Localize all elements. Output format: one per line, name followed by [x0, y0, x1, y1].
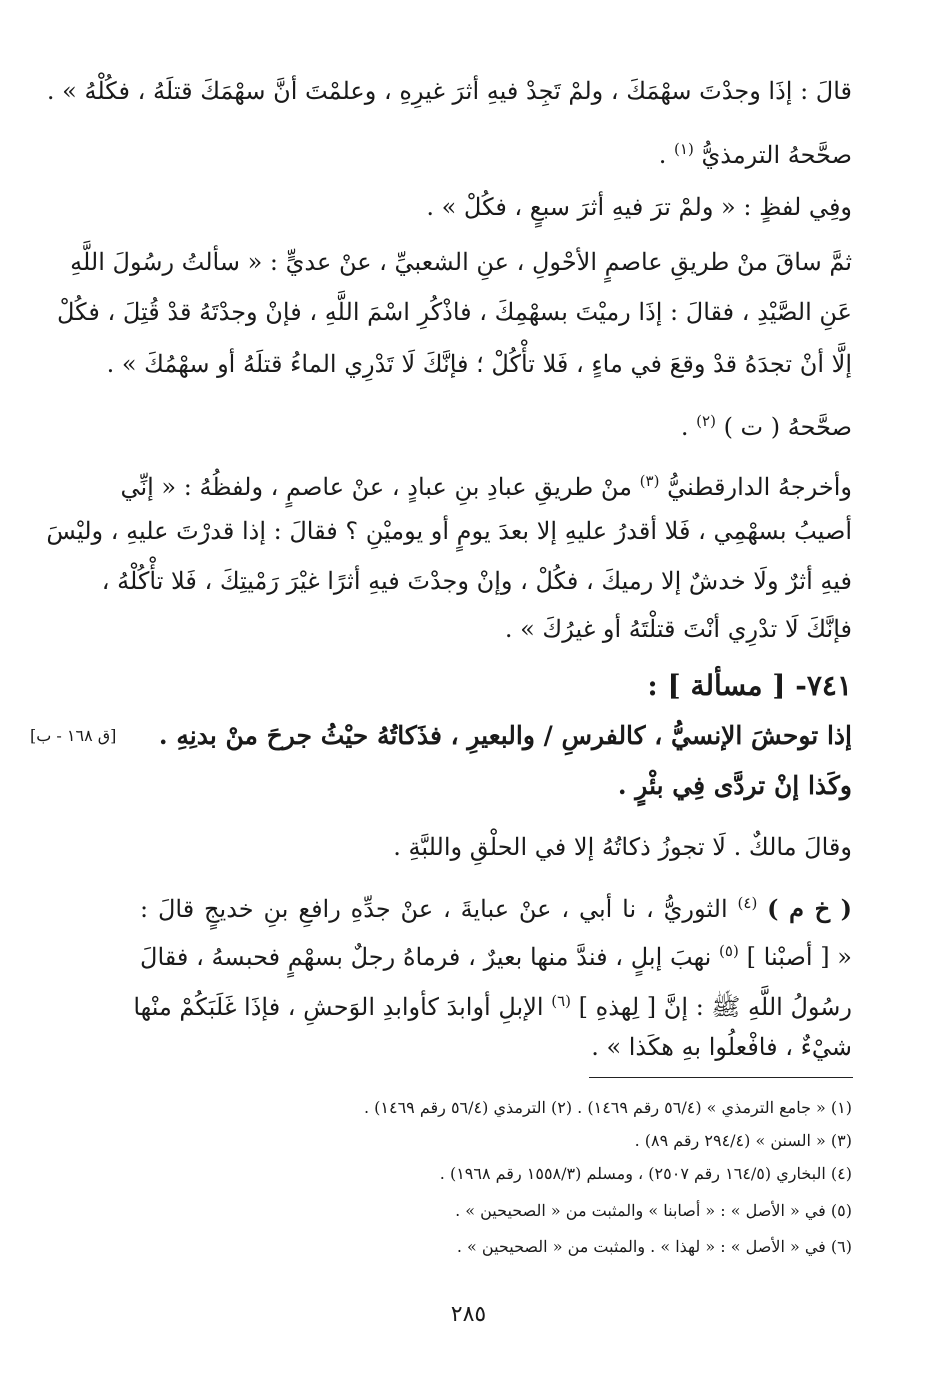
footnote-ref-2: (٢)	[696, 412, 716, 430]
text-line-9: أصيبُ بسهْمِي ، فَلا أقدرُ عليهِ إلا بعدَ يومٍ أو يوميْنِ ؟ فقالَ : إذا قدرْتَ عليهِ ، وليْسَ	[46, 517, 852, 545]
line-text: رسُولُ اللَّهِ ﷺ : إنَّ [ لِهذهِ ]	[578, 993, 852, 1021]
line-text: الثوريُّ ، نا أبي ، عنْ عبايةَ ، عنْ جدِّهِ رافعِ بنِ خديجٍ قالَ :	[140, 895, 728, 923]
footnote-5: (٥) في « الأصل » : « أصابنا » والمثبت من « الصحيحين » .	[455, 1201, 852, 1220]
text-line-6: إلَّا أنْ تجدَهُ قدْ وقعَ في ماءٍ ، فَلا تأْكُلْ ؛ فإنَّكَ لَا تَدْرِي الماءُ قتلَهُ أو سهْمُكَ » .	[106, 350, 852, 378]
text-line-8	[120, 464, 852, 504]
text-line-3: وفِي لفظٍ : « ولمْ ترَ فيهِ أثرَ سبعٍ ، فكُلْ » .	[426, 193, 852, 221]
hadith-line-4: شيْءٌ ، فافْعلُوا بهِ هكَذا » .	[591, 1033, 852, 1061]
text-line-2	[659, 132, 852, 172]
footnote-ref-6: (٦)	[551, 992, 571, 1010]
text-line-10: فيهِ أثرٌ ولَا خدشٌ إلا رميكَ ، فكُلْ ، وإنْ وجدْتَ فيهِ أثرًا غيْرَ رَمْيتِكَ ، فَلا تأْكُلْهُ ،	[101, 567, 852, 595]
line-text: نهبَ إبلٍ ، فندَّ منها بعيرٌ ، فرماهُ رجلٌ بسهْمٍ فحبسهُ ، فقالَ	[140, 943, 712, 971]
text-line-1: قالَ : إذَا وجدْتَ سهْمَكَ ، ولمْ تَجِدْ فيهِ أثرَ غيرِهِ ، وعلمْتَ أنَّ سهْمَكَ قتلَهُ ، فكُلْهُ » .	[46, 77, 852, 105]
text-line-5: عَنِ الصَّيْدِ ، فقالَ : إذَا رميْتَ بسهْمِكَ ، فاذْكُرِ اسْمَ اللَّهِ ، فإنْ وجدْتَهُ قدْ قُتِلَ ، فكُلْ	[56, 298, 852, 326]
text-line-7	[681, 404, 852, 444]
line-text: وأخرجهُ الدارقطنيُّ	[667, 473, 852, 501]
line-end-dot: .	[680, 413, 689, 441]
source-code: ( خ م )	[767, 894, 853, 923]
manuscript-marker: [ق ١٦٨ - ب]	[30, 726, 117, 745]
text-line-4: ثمَّ ساقَ منْ طريقِ عاصمٍ الأحْولِ ، عنِ الشعبيِّ ، عنْ عديٍّ : « سألتُ رسُولَ اللَّهِ	[70, 248, 852, 276]
footnote-6: (٦) في « الأصل » : « لهذا » . والمثبت من « الصحيحين » .	[456, 1237, 852, 1256]
footnote-ref-1: (١)	[674, 140, 694, 158]
footnote-ref-3: (٣)	[639, 472, 660, 490]
footnote-separator	[589, 1077, 853, 1078]
masala-statement-line-1: إذا توحشَ الإنسيُّ ، كالفرسِ / والبعيرِ ، فذَكاتُهُ حيْثُ جرحَ منْ بدنِهِ .	[158, 721, 852, 750]
line-text: منْ طريقِ عبادِ بنِ عبادٍ ، عنْ عاصمٍ ، ولفظُهُ : « إنِّي	[120, 473, 633, 501]
footnote-ref-4: (٤)	[737, 894, 758, 912]
masala-statement-line-2: وكَذا إنْ تردَّى فِي بئْرٍ .	[617, 771, 852, 800]
line-end-dot: .	[658, 141, 667, 169]
malik-opinion: وقالَ مالكٌ . لَا تجوزُ ذكاتُهُ إلا في الحلْقِ واللبَّةِ .	[393, 833, 852, 861]
line-text: « [ أصبْنا ]	[746, 943, 852, 971]
hadith-line-2	[140, 934, 852, 974]
footnote-1-2: (١) « جامع الترمذي » (٥٦/٤ رقم ١٤٦٩) . (٢) الترمذي (٥٦/٤ رقم ١٤٦٩) .	[363, 1098, 852, 1117]
line-text: صحَّحهُ الترمذيُّ	[701, 141, 852, 169]
line-text: صحَّحهُ ( ت )	[723, 413, 852, 441]
page-number: ٢٨٥	[450, 1302, 487, 1327]
footnote-4: (٤) البخاري (١٦٤/٥ رقم ٢٥٠٧) ، ومسلم (١٥٥٨/٣ رقم ١٩٦٨) .	[439, 1164, 852, 1183]
text-line-11: فإنَّكَ لَا تدْرِي أنْتَ قتلْتَهُ أو غيرُكَ » .	[504, 615, 852, 643]
hadith-line-1	[140, 886, 852, 926]
masala-heading: ٧٤١- [ مسألة ] :	[647, 669, 852, 702]
footnote-ref-5: (٥)	[719, 942, 739, 960]
hadith-line-3	[133, 984, 852, 1024]
line-text: الإبلِ أوابدَ كأوابدِ الوَحشِ ، فإذَا غَلَبَكُمْ منْها	[133, 993, 544, 1021]
footnote-3: (٣) « السنن » (٢٩٤/٤ رقم ٨٩) .	[634, 1131, 852, 1150]
